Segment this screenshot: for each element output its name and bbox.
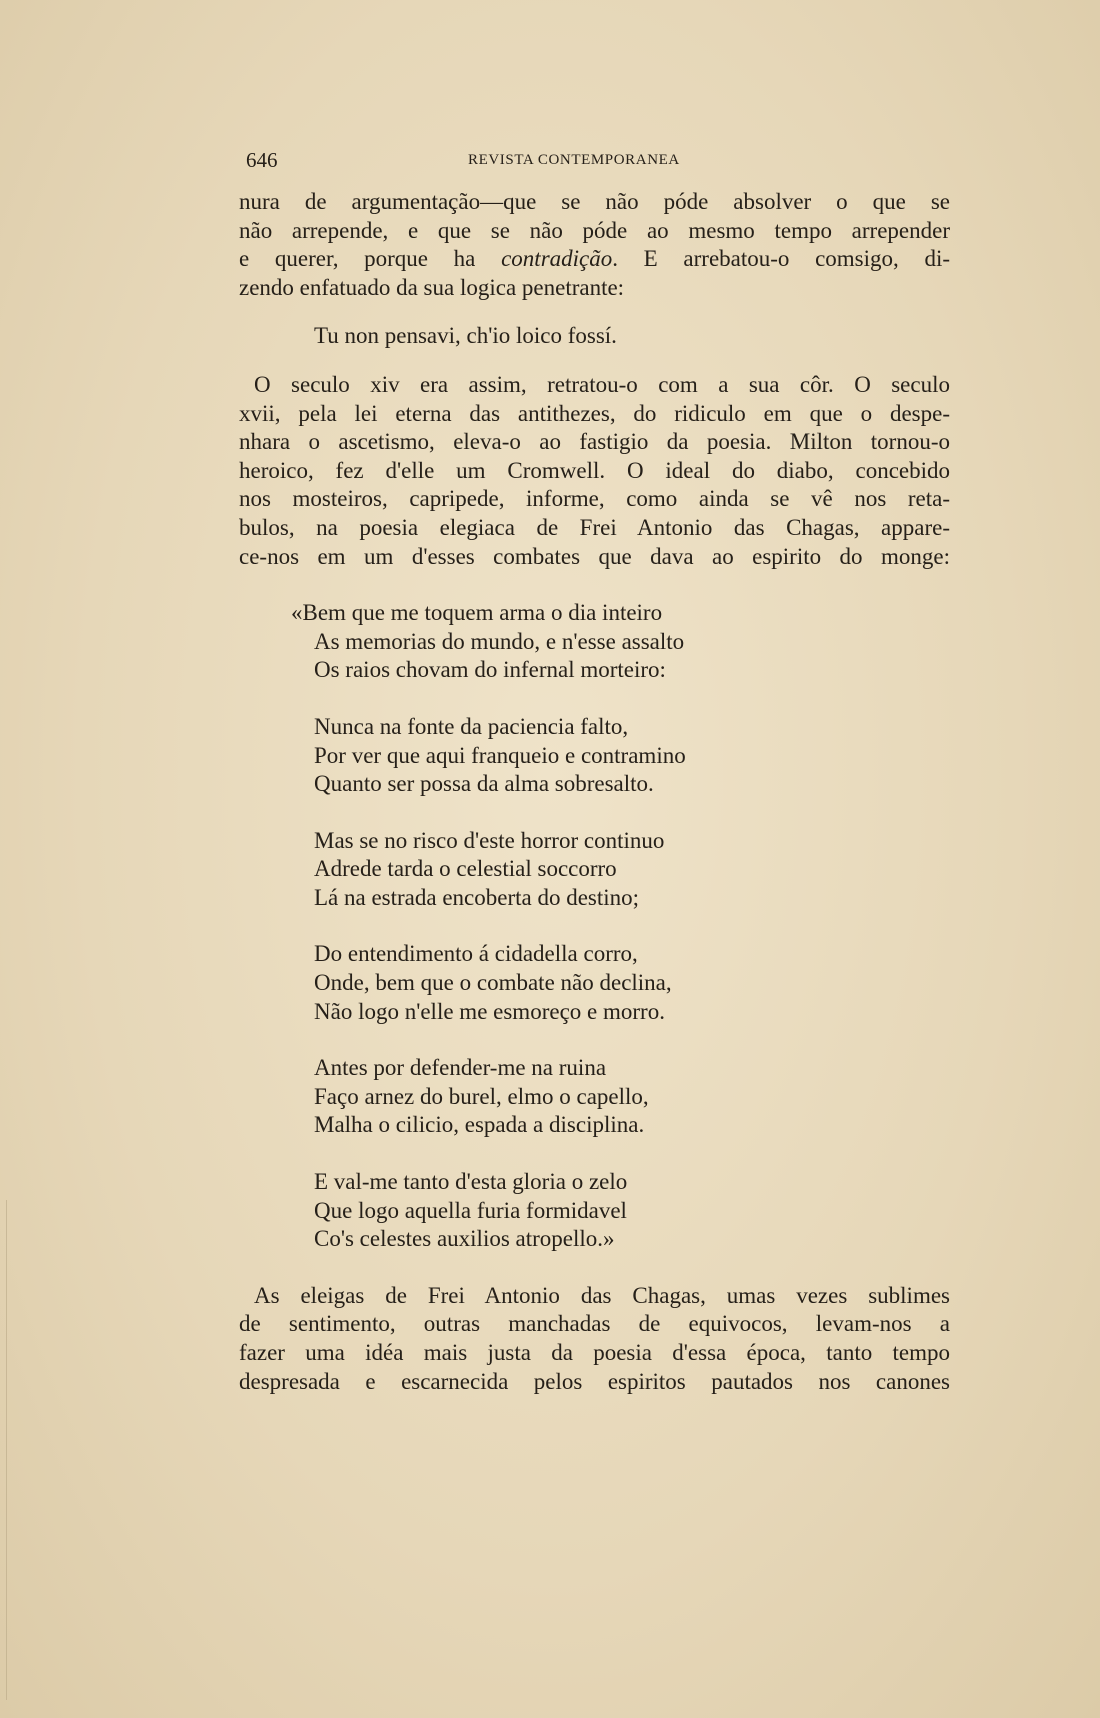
verse-line: E val-me tanto d'esta gloria o zelo — [314, 1169, 628, 1195]
text-line: zendo enfatuado da sua logica penetrante: — [239, 274, 625, 300]
spacer — [239, 799, 950, 827]
verse-line: Adrede tarda o celestial soccorro — [314, 856, 617, 882]
text-line: xvii, pela lei eterna das antithezes, do ridiculo em que o despe- — [239, 400, 950, 426]
text-line: ce-nos em um d'esses combates que dava ao espirito do monge: — [239, 543, 950, 569]
dante-quote: Tu non pensavi, ch'io loico fossí. — [314, 323, 617, 349]
verse-line: Malha o cilicio, espada a disciplina. — [314, 1112, 645, 1138]
text-line: de sentimento, outras manchadas de equivocos, levam-nos a — [239, 1311, 950, 1337]
paragraph-3 — [239, 1282, 950, 1396]
verse-line: Do entendimento á cidadella corro, — [314, 941, 638, 967]
spacer — [239, 685, 950, 713]
stanza — [239, 713, 950, 799]
verse-line: «Bem que me toquem arma o dia inteiro — [291, 600, 663, 626]
spacer — [239, 912, 950, 940]
paragraph-2 — [239, 371, 950, 571]
verse-line: Não logo n'elle me esmoreço e morro. — [314, 998, 665, 1024]
text-line: fazer uma idéa mais justa da poesia d'essa época, tanto tempo — [239, 1340, 950, 1365]
verse-line: Antes por defender-me na ruina — [314, 1055, 607, 1081]
italic-word: contradição — [501, 246, 613, 272]
spacer — [239, 1254, 950, 1282]
page-edge-line — [6, 1200, 7, 1700]
stanza — [239, 599, 950, 685]
verse-line: Os raios chovam do infernal morteiro: — [314, 657, 666, 683]
stanza — [239, 940, 950, 1026]
verse-line: Onde, bem que o combate não declina, — [314, 970, 672, 996]
spacer — [239, 1140, 950, 1168]
spacer — [239, 302, 950, 322]
verse-line: Lá na estrada encoberta do destino; — [314, 884, 640, 910]
text-line: heroico, fez d'elle um Cromwell. O ideal do diabo, concebido — [239, 457, 950, 483]
page-number: 646 — [246, 148, 278, 172]
poem — [239, 599, 950, 1254]
page-header — [246, 148, 946, 172]
verse-line: Faço arnez do burel, elmo o capello, — [314, 1083, 649, 1109]
text-line: não arrepende, e que se não póde ao mesmo tempo arrepender — [239, 217, 950, 243]
text-line — [239, 245, 950, 274]
running-title: REVISTA CONTEMPORANEA — [468, 152, 680, 168]
paragraph-1 — [239, 188, 950, 302]
text-line: bulos, na poesia elegiaca de Frei Antonio das Chagas, appare- — [239, 514, 950, 540]
text-line: As eleigas de Frei Antonio das Chagas, umas vezes sublimes — [254, 1282, 950, 1308]
stanza — [239, 1054, 950, 1140]
text-fragment: . E arrebatou-o comsigo, di- — [612, 246, 951, 272]
verse-line: Nunca na fonte da paciencia falto, — [314, 713, 629, 739]
text-line: nhara o ascetismo, eleva-o ao fastigio da poesia. Milton tornou-o — [239, 429, 950, 455]
text-line: despresada e escarnecida pelos espiritos pautados nos canones — [239, 1368, 950, 1394]
spacer — [239, 351, 950, 371]
spacer — [239, 1026, 950, 1054]
stanza — [239, 1168, 950, 1254]
body-text — [239, 188, 950, 1396]
stanza — [239, 827, 950, 913]
spacer — [239, 571, 950, 599]
text-line: nos mosteiros, capripede, informe, como ainda se vê nos reta- — [239, 486, 950, 512]
text-line: O seculo xiv era assim, retratou-o com a sua côr. O seculo — [254, 371, 950, 397]
verse-line: Co's celestes auxilios atropello.» — [314, 1226, 615, 1252]
verse-line: Por ver que aqui franqueio e contramino — [314, 742, 686, 768]
verse-line: Mas se no risco d'este horror continuo — [314, 827, 665, 853]
text-line: nura de argumentação—que se não póde absolver o que se — [239, 189, 950, 214]
verse-line: As memorias do mundo, e n'esse assalto — [314, 628, 685, 654]
text-fragment: e querer, porque ha — [239, 246, 476, 272]
verse-line: Que logo aquella furia formidavel — [314, 1197, 627, 1223]
verse-line: Quanto ser possa da alma sobresalto. — [314, 771, 654, 797]
